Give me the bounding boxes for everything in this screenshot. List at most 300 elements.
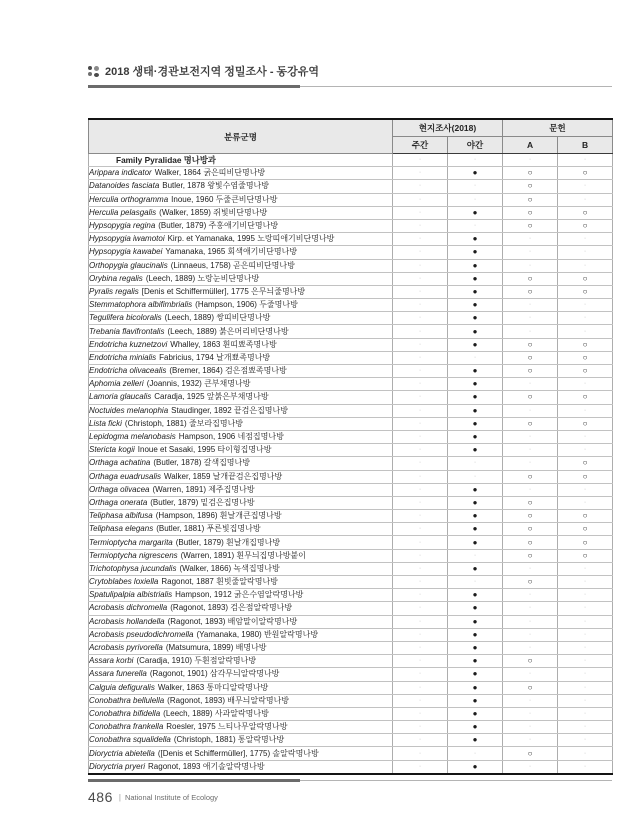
species-name-cell (89, 338, 393, 351)
author-korean-name: (Christoph, 1881) 줄보라집명나방 (124, 418, 244, 428)
species-row (89, 536, 613, 549)
mark-literature-a: · (503, 641, 558, 654)
mark-literature-b: · (558, 404, 613, 417)
scientific-name: Conobathra bifidella (89, 708, 161, 718)
mark-literature-a: ○ (503, 219, 558, 232)
mark-day: · (393, 325, 448, 338)
species-name-cell (89, 417, 393, 430)
institute-name: National Institute of Ecology (124, 793, 218, 802)
species-row (89, 312, 613, 325)
scientific-name: Hypsopygia kawabei (89, 247, 163, 257)
species-name-cell (89, 510, 393, 523)
mark-literature-a: · (503, 259, 558, 272)
scientific-name: Endotricha minialis (89, 352, 157, 362)
scientific-name: Acrobasis pseudodichromella (89, 629, 194, 639)
species-row (89, 193, 613, 206)
mark-night: ● (448, 668, 503, 681)
scientific-name: Acrobasis hollandella (89, 616, 165, 626)
mark-night: ● (448, 615, 503, 628)
mark-night: ● (448, 206, 503, 219)
scientific-name: Conobathra bellulella (89, 695, 165, 705)
mark-literature-a: · (503, 602, 558, 615)
species-name-cell (89, 378, 393, 391)
scientific-name: Stericta kogii (89, 445, 135, 455)
mark-night: ● (448, 167, 503, 180)
mark-literature-b: · (558, 325, 613, 338)
mark-literature-b: · (558, 694, 613, 707)
species-row (89, 562, 613, 575)
scientific-name: Hypsopygia iwamotoi (89, 234, 165, 244)
species-name-cell (89, 615, 393, 628)
mark-night: ● (448, 641, 503, 654)
mark-literature-b: ○ (558, 206, 613, 219)
mark-night: ● (448, 681, 503, 694)
species-row (89, 444, 613, 457)
species-name-cell (89, 523, 393, 536)
species-name-cell (89, 707, 393, 720)
mark-literature-b: ○ (558, 365, 613, 378)
species-name-cell (89, 325, 393, 338)
mark-night: · (448, 457, 503, 470)
author-korean-name: (Caradja, 1910) 두흰점알락명나방 (136, 656, 257, 666)
mark-literature-b: · (558, 681, 613, 694)
author-korean-name: Kirp. et Yamanaka, 1995 노랑띠애기비단명나방 (167, 234, 335, 244)
family-row (89, 154, 613, 167)
scientific-name: Endotricha olivacealis (89, 366, 167, 376)
mark-night: ● (448, 760, 503, 774)
mark-night: ● (448, 430, 503, 443)
mark-literature-a: · (503, 694, 558, 707)
author-korean-name: (Bremer, 1864) 검은점뾰족명나방 (169, 366, 287, 376)
species-row (89, 272, 613, 285)
author-korean-name: (Butler, 1879) 밑검은집명나방 (150, 497, 255, 507)
mark-night: ● (448, 246, 503, 259)
mark-literature-b: ○ (558, 391, 613, 404)
author-korean-name: (Walker, 1859) 쥐빛비단명나방 (159, 207, 268, 217)
scientific-name: Spatulipalpia albistrialis (89, 590, 173, 600)
mark-literature-a: ○ (503, 193, 558, 206)
mark-literature-b: · (558, 154, 613, 167)
scientific-name: Orthaga onerata (89, 497, 148, 507)
mark-literature-a: · (503, 734, 558, 747)
mark-day: · (393, 536, 448, 549)
species-row (89, 694, 613, 707)
scientific-name: Assara funerella (89, 669, 147, 679)
scientific-name: Lista ficki (89, 418, 122, 428)
mark-literature-b: · (558, 589, 613, 602)
scientific-name: Noctuides melanophia (89, 405, 169, 415)
mark-night: ● (448, 312, 503, 325)
mark-literature-a: · (503, 154, 558, 167)
species-row (89, 655, 613, 668)
mark-day: · (393, 576, 448, 589)
mark-literature-a: ○ (503, 536, 558, 549)
species-name-cell (89, 536, 393, 549)
scientific-name: Lamoria glaucalis (89, 392, 152, 402)
mark-literature-a: ○ (503, 681, 558, 694)
mark-day: · (393, 496, 448, 509)
species-name-cell (89, 180, 393, 193)
species-row (89, 351, 613, 364)
scientific-name: Arippara indicator (89, 168, 152, 178)
mark-literature-a: ○ (503, 510, 558, 523)
scientific-name: Hypsopygia regina (89, 221, 156, 231)
mark-literature-b: · (558, 628, 613, 641)
scientific-name: Stemmatophora albifimbrialis (89, 300, 193, 310)
mark-literature-a: · (503, 589, 558, 602)
mark-night: · (448, 549, 503, 562)
header-group-row (89, 119, 613, 137)
mark-day: · (393, 391, 448, 404)
species-name-cell (89, 167, 393, 180)
species-name-cell (89, 576, 393, 589)
mark-literature-a: · (503, 246, 558, 259)
mark-literature-b: ○ (558, 272, 613, 285)
mark-literature-b: · (558, 378, 613, 391)
mark-day: · (393, 747, 448, 760)
species-name-cell (89, 246, 393, 259)
author-korean-name: Ragonot, 1887 흰빗줄알락명나방 (161, 577, 278, 587)
scientific-name: Orthopygia glaucinalis (89, 260, 168, 270)
scientific-name: Teliphasa albifusa (89, 511, 153, 521)
mark-day: · (393, 259, 448, 272)
scientific-name: Orthaga achatina (89, 458, 151, 468)
scientific-name: Lepidogma melanobasis (89, 432, 176, 442)
species-row (89, 681, 613, 694)
author-korean-name: Inoue et Sasaki, 1995 타이형집명나방 (137, 445, 272, 455)
species-name-cell (89, 747, 393, 760)
author-korean-name: Inoue, 1960 두줄큰비단명나방 (171, 194, 278, 204)
mark-literature-b: · (558, 734, 613, 747)
mark-day: · (393, 549, 448, 562)
mark-day: · (393, 589, 448, 602)
mark-night: · (448, 193, 503, 206)
author-korean-name: Roesler, 1975 느티나무알락명나방 (166, 722, 288, 732)
author-korean-name: (Leech, 1889) 붉은머리비단명나방 (167, 326, 289, 336)
mark-literature-a: · (503, 668, 558, 681)
mark-day: · (393, 483, 448, 496)
mark-day: · (393, 404, 448, 417)
mark-night: ● (448, 589, 503, 602)
mark-literature-a: · (503, 430, 558, 443)
mark-literature-b: ○ (558, 470, 613, 483)
mark-literature-b: · (558, 615, 613, 628)
mark-literature-a: · (503, 457, 558, 470)
mark-literature-b: · (558, 707, 613, 720)
species-name-cell (89, 760, 393, 774)
mark-literature-b: · (558, 233, 613, 246)
author-korean-name: (Leech, 1889) 사과알락명나방 (163, 708, 269, 718)
author-korean-name: (Butler, 1879) 흰날개집명나방 (175, 537, 281, 547)
mark-day: · (393, 721, 448, 734)
author-korean-name: (Warren, 1891) 제주집명나방 (152, 484, 255, 494)
author-korean-name: ([Denis et Schiffermüller], 1775) 솔알락명나방 (157, 748, 319, 758)
species-row (89, 707, 613, 720)
mark-night: ● (448, 391, 503, 404)
author-korean-name: (Butler, 1879) 주홍애기비단명나방 (158, 221, 279, 231)
mark-night: ● (448, 602, 503, 615)
mark-literature-a: ○ (503, 496, 558, 509)
scientific-name: Conobathra squalidella (89, 735, 171, 745)
species-row (89, 365, 613, 378)
mark-literature-b: ○ (558, 536, 613, 549)
species-name-cell (89, 365, 393, 378)
scientific-name: Termioptycha nigrescens (89, 550, 178, 560)
mark-night: ● (448, 721, 503, 734)
mark-literature-b: ○ (558, 285, 613, 298)
species-name-cell (89, 562, 393, 575)
species-row (89, 510, 613, 523)
table-header (89, 119, 613, 154)
scientific-name: Orthaga euadrusalis (89, 471, 162, 481)
scientific-name: Teliphasa elegans (89, 524, 154, 534)
mark-day: · (393, 694, 448, 707)
mark-literature-a: · (503, 378, 558, 391)
mark-day: · (393, 285, 448, 298)
mark-night: · (448, 351, 503, 364)
scientific-name: Calguia defiguralis (89, 682, 155, 692)
species-name-cell (89, 272, 393, 285)
scientific-name: Endotricha kuznetzovi (89, 339, 168, 349)
author-korean-name: [Denis et Schiffermüller], 1775 은무늬줄명나방 (141, 286, 306, 296)
author-korean-name: Ragonot, 1893 애기솔알락명나방 (148, 761, 265, 771)
species-name-cell (89, 641, 393, 654)
mark-day: · (393, 602, 448, 615)
mark-day: · (393, 562, 448, 575)
mark-night: · (448, 576, 503, 589)
col-day: 주간 (393, 137, 448, 154)
species-table (88, 118, 613, 775)
mark-night: ● (448, 536, 503, 549)
mark-night: · (448, 747, 503, 760)
author-korean-name: (Walker, 1866) 녹색집명나방 (179, 563, 280, 573)
author-korean-name: Walker, 1863 통마디알락명나방 (157, 682, 269, 692)
mark-day: · (393, 246, 448, 259)
header-rule-thin (300, 86, 612, 87)
species-row (89, 233, 613, 246)
author-korean-name: (Butler, 1881) 푸른빛집명나방 (156, 524, 261, 534)
author-korean-name: (Leech, 1889) 쌍띠비단명나방 (164, 313, 271, 323)
species-row (89, 338, 613, 351)
mark-literature-b: · (558, 562, 613, 575)
mark-night: ● (448, 233, 503, 246)
species-row (89, 668, 613, 681)
species-row (89, 549, 613, 562)
mark-literature-b: ○ (558, 417, 613, 430)
col-group-literature: 문헌 (503, 119, 613, 137)
mark-day: · (393, 457, 448, 470)
mark-night: ● (448, 523, 503, 536)
mark-literature-b: · (558, 641, 613, 654)
author-korean-name: (Yamanaka, 1980) 반원알락명나방 (196, 629, 319, 639)
author-korean-name: Whalley, 1863 흰띠뾰족명나방 (170, 339, 277, 349)
mark-literature-b: · (558, 721, 613, 734)
mark-literature-b: · (558, 655, 613, 668)
species-name-cell (89, 351, 393, 364)
author-korean-name: Butler, 1878 왕빛수염줄명나방 (162, 181, 270, 191)
col-group-survey: 현지조사(2018) (393, 119, 503, 137)
species-row (89, 628, 613, 641)
species-row (89, 576, 613, 589)
mark-literature-a: ○ (503, 180, 558, 193)
mark-literature-a: · (503, 721, 558, 734)
scientific-name: Termioptycha margarita (89, 537, 173, 547)
mark-day: · (393, 734, 448, 747)
species-name-cell (89, 470, 393, 483)
author-korean-name: (Warren, 1891) 흰무늬집명나방붙이 (180, 550, 306, 560)
mark-day: · (393, 707, 448, 720)
mark-night: ● (448, 510, 503, 523)
species-row (89, 760, 613, 774)
author-korean-name: Walker, 1859 날개끝검은집명나방 (164, 471, 283, 481)
col-taxon-name: 분류군명 (89, 119, 393, 154)
species-name-cell (89, 391, 393, 404)
mark-literature-a: · (503, 312, 558, 325)
author-korean-name: (Hampson, 1896) 흰날개큰집명나방 (155, 511, 282, 521)
running-footer (88, 779, 612, 819)
author-korean-name: (Ragonot, 1893) 검은점알락명나방 (170, 603, 293, 613)
species-row (89, 219, 613, 232)
species-name-cell (89, 259, 393, 272)
mark-literature-a: · (503, 299, 558, 312)
mark-night: ● (448, 378, 503, 391)
mark-day: · (393, 641, 448, 654)
mark-literature-b: ○ (558, 167, 613, 180)
author-korean-name: Yamanaka, 1965 회색애기비단명나방 (165, 247, 298, 257)
scientific-name: Conobathra frankella (89, 722, 164, 732)
species-row (89, 325, 613, 338)
mark-day: · (393, 417, 448, 430)
species-name-cell (89, 483, 393, 496)
author-korean-name: Fabricius, 1794 날개뾰족명나방 (159, 352, 271, 362)
author-korean-name: Hampson, 1912 굵은수염알락명나방 (175, 590, 304, 600)
mark-night: · (448, 180, 503, 193)
mark-literature-b: · (558, 312, 613, 325)
mark-literature-a: · (503, 483, 558, 496)
footer-text (88, 789, 218, 807)
mark-night: ● (448, 707, 503, 720)
mark-literature-a: · (503, 615, 558, 628)
mark-night: ● (448, 338, 503, 351)
species-name-cell (89, 219, 393, 232)
mark-night: ● (448, 404, 503, 417)
mark-day: · (393, 510, 448, 523)
species-row (89, 470, 613, 483)
mark-night: ● (448, 655, 503, 668)
species-row (89, 747, 613, 760)
species-row (89, 180, 613, 193)
species-row (89, 206, 613, 219)
species-name-cell (89, 233, 393, 246)
species-row (89, 167, 613, 180)
mark-literature-a: ○ (503, 549, 558, 562)
species-name-cell (89, 668, 393, 681)
author-korean-name: (Ragonot, 1893) 배암말이알락명나방 (167, 616, 298, 626)
species-row (89, 285, 613, 298)
mark-night: ● (448, 483, 503, 496)
species-name-cell (89, 444, 393, 457)
mark-literature-b: ○ (558, 523, 613, 536)
author-korean-name: Staudinger, 1892 끝검은집명나방 (171, 405, 288, 415)
mark-literature-b: ○ (558, 351, 613, 364)
mark-night: · (448, 154, 503, 167)
species-row (89, 641, 613, 654)
author-korean-name: Hampson, 1906 네점집명나방 (178, 432, 284, 442)
mark-literature-a: ○ (503, 272, 558, 285)
running-header (88, 63, 612, 89)
mark-night: ● (448, 734, 503, 747)
mark-literature-b: · (558, 496, 613, 509)
mark-day: · (393, 470, 448, 483)
species-row (89, 404, 613, 417)
mark-day: · (393, 628, 448, 641)
species-row (89, 734, 613, 747)
scientific-name: Dioryctria pryeri (89, 761, 146, 771)
mark-day: · (393, 523, 448, 536)
scientific-name: Trichotophysa jucundalis (89, 563, 177, 573)
species-row (89, 417, 613, 430)
footer-rule-thin (300, 780, 612, 781)
mark-day: · (393, 668, 448, 681)
species-name-cell (89, 602, 393, 615)
mark-night: ● (448, 272, 503, 285)
mark-day: · (393, 167, 448, 180)
author-korean-name: (Christoph, 1881) 통알락명나방 (173, 735, 285, 745)
mark-literature-b: ○ (558, 338, 613, 351)
mark-day: · (393, 193, 448, 206)
mark-literature-a: · (503, 707, 558, 720)
mark-literature-a: ○ (503, 747, 558, 760)
author-korean-name: Caradja, 1925 앞붉은부채명나방 (154, 392, 269, 402)
mark-literature-b: ○ (558, 457, 613, 470)
mark-literature-a: ○ (503, 470, 558, 483)
mark-literature-b: · (558, 299, 613, 312)
species-name-cell (89, 694, 393, 707)
mark-night: ● (448, 496, 503, 509)
col-literature-b: B (558, 137, 613, 154)
species-name-cell (89, 404, 393, 417)
scientific-name: Orthaga olivacea (89, 484, 150, 494)
scientific-name: Trebania flavifrontalis (89, 326, 165, 336)
mark-day: · (393, 180, 448, 193)
species-row (89, 391, 613, 404)
mark-literature-a: ○ (503, 523, 558, 536)
mark-literature-a: · (503, 628, 558, 641)
author-korean-name: (Butler, 1878) 갈색집명나방 (153, 458, 250, 468)
scientific-name: Aphomia zelleri (89, 379, 144, 389)
species-name-cell (89, 734, 393, 747)
mark-literature-a: · (503, 325, 558, 338)
mark-literature-a: ○ (503, 338, 558, 351)
mark-literature-a: ○ (503, 285, 558, 298)
mark-night: ● (448, 628, 503, 641)
footer-rule-thick (88, 779, 300, 782)
mark-literature-a: ○ (503, 167, 558, 180)
col-literature-a: A (503, 137, 558, 154)
dots-grid-icon (88, 66, 99, 77)
species-name-cell (89, 549, 393, 562)
scientific-name: Crytoblabes loxiella (89, 577, 159, 587)
mark-day: · (393, 655, 448, 668)
mark-night: ● (448, 365, 503, 378)
page-number: 486 (88, 789, 113, 805)
species-row (89, 430, 613, 443)
mark-day: · (393, 338, 448, 351)
mark-day: · (393, 299, 448, 312)
mark-night: · (448, 470, 503, 483)
species-name-cell (89, 285, 393, 298)
species-name-cell (89, 312, 393, 325)
